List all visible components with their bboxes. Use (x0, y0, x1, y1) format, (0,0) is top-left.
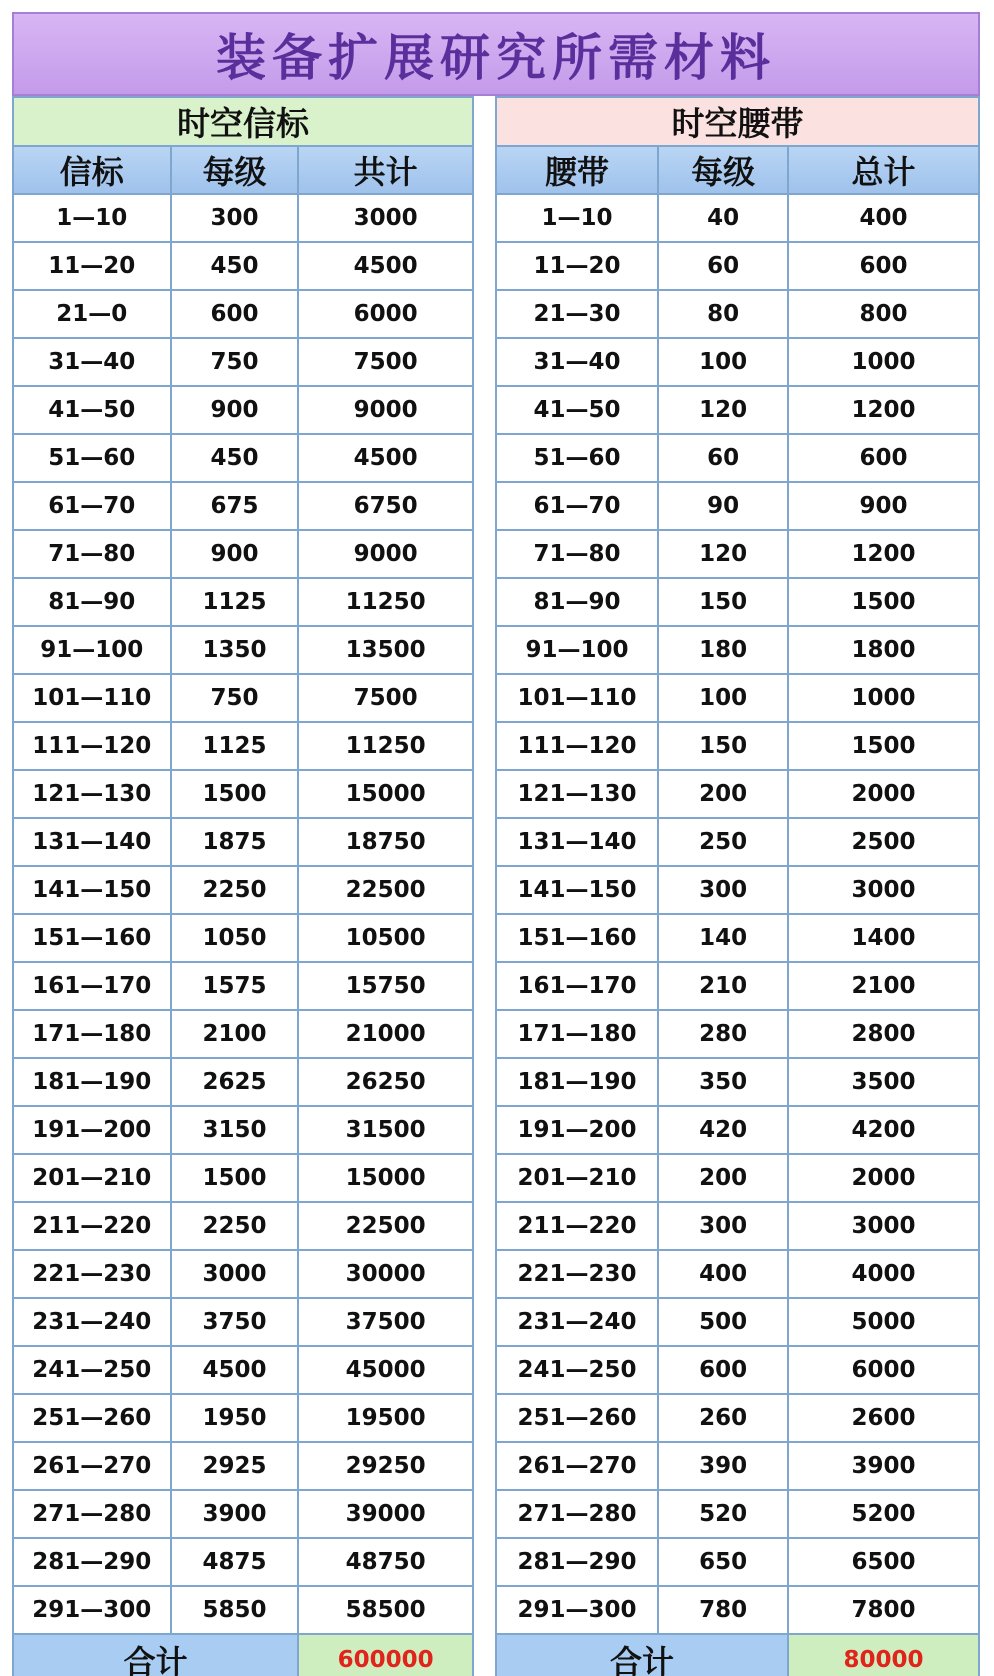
subtotal-cell: 600 (788, 242, 979, 290)
table-row (13, 1154, 473, 1202)
level-range-cell: 291—300 (496, 1586, 658, 1634)
per-level-cell: 1350 (171, 626, 299, 674)
per-level-cell: 2100 (171, 1010, 299, 1058)
subtotal-cell: 45000 (298, 1346, 473, 1394)
subtotal-cell: 7500 (298, 338, 473, 386)
per-level-cell: 650 (658, 1538, 788, 1586)
subtotal-cell: 9000 (298, 386, 473, 434)
column-header-per-level: 每级 (658, 146, 788, 194)
per-level-cell: 4875 (171, 1538, 299, 1586)
table-row (496, 1538, 979, 1586)
table-row (496, 722, 979, 770)
table-row (496, 1106, 979, 1154)
total-row (13, 1634, 473, 1676)
per-level-cell: 2925 (171, 1442, 299, 1490)
per-level-cell: 120 (658, 386, 788, 434)
per-level-cell: 1050 (171, 914, 299, 962)
per-level-cell: 400 (658, 1250, 788, 1298)
per-level-cell: 3000 (171, 1250, 299, 1298)
subtotal-cell: 26250 (298, 1058, 473, 1106)
beacon-section-title: 时空信标 (13, 97, 473, 146)
per-level-cell: 600 (658, 1346, 788, 1394)
level-range-cell: 121—130 (13, 770, 171, 818)
level-range-cell: 91—100 (496, 626, 658, 674)
level-range-cell: 241—250 (13, 1346, 171, 1394)
table-row (13, 1442, 473, 1490)
subtotal-cell: 29250 (298, 1442, 473, 1490)
per-level-cell: 300 (658, 866, 788, 914)
level-range-cell: 291—300 (13, 1586, 171, 1634)
level-range-cell: 151—160 (496, 914, 658, 962)
subtotal-cell: 11250 (298, 722, 473, 770)
table-row (13, 1586, 473, 1634)
table-row (496, 1298, 979, 1346)
per-level-cell: 250 (658, 818, 788, 866)
subtotal-cell: 6000 (788, 1346, 979, 1394)
per-level-cell: 600 (171, 290, 299, 338)
table-row (496, 338, 979, 386)
per-level-cell: 500 (658, 1298, 788, 1346)
level-range-cell: 221—230 (13, 1250, 171, 1298)
level-range-cell: 121—130 (496, 770, 658, 818)
subtotal-cell: 22500 (298, 1202, 473, 1250)
per-level-cell: 675 (171, 482, 299, 530)
per-level-cell: 300 (658, 1202, 788, 1250)
table-row (496, 578, 979, 626)
page-title: 装备扩展研究所需材料 (216, 28, 776, 87)
level-range-cell: 201—210 (496, 1154, 658, 1202)
level-range-cell: 211—220 (13, 1202, 171, 1250)
subtotal-cell: 9000 (298, 530, 473, 578)
subtotal-cell: 3900 (788, 1442, 979, 1490)
table-row (13, 1250, 473, 1298)
level-range-cell: 81—90 (496, 578, 658, 626)
subtotal-cell: 30000 (298, 1250, 473, 1298)
subtotal-cell: 3000 (298, 194, 473, 242)
level-range-cell: 251—260 (496, 1394, 658, 1442)
level-range-cell: 61—70 (496, 482, 658, 530)
subtotal-cell: 6000 (298, 290, 473, 338)
per-level-cell: 3150 (171, 1106, 299, 1154)
table-row (13, 914, 473, 962)
per-level-cell: 150 (658, 578, 788, 626)
table-row (13, 194, 473, 242)
per-level-cell: 100 (658, 338, 788, 386)
subtotal-cell: 2500 (788, 818, 979, 866)
per-level-cell: 1575 (171, 962, 299, 1010)
subtotal-cell: 15000 (298, 1154, 473, 1202)
per-level-cell: 450 (171, 242, 299, 290)
level-range-cell: 251—260 (13, 1394, 171, 1442)
level-range-cell: 31—40 (13, 338, 171, 386)
table-row (13, 770, 473, 818)
subtotal-cell: 31500 (298, 1106, 473, 1154)
level-range-cell: 1—10 (13, 194, 171, 242)
table-row (13, 242, 473, 290)
level-range-cell: 261—270 (13, 1442, 171, 1490)
per-level-cell: 90 (658, 482, 788, 530)
per-level-cell: 5850 (171, 1586, 299, 1634)
table-row (496, 1586, 979, 1634)
per-level-cell: 780 (658, 1586, 788, 1634)
table-row (13, 1298, 473, 1346)
belt-section-title: 时空腰带 (496, 97, 979, 146)
table-row (496, 242, 979, 290)
per-level-cell: 180 (658, 626, 788, 674)
table-row (496, 1202, 979, 1250)
table-row (496, 290, 979, 338)
level-range-cell: 31—40 (496, 338, 658, 386)
level-range-cell: 231—240 (13, 1298, 171, 1346)
table-row (496, 914, 979, 962)
level-range-cell: 141—150 (496, 866, 658, 914)
per-level-cell: 210 (658, 962, 788, 1010)
per-level-cell: 2250 (171, 866, 299, 914)
table-row (13, 338, 473, 386)
table-row (496, 626, 979, 674)
subtotal-cell: 900 (788, 482, 979, 530)
per-level-cell: 900 (171, 386, 299, 434)
per-level-cell: 520 (658, 1490, 788, 1538)
level-range-cell: 1—10 (496, 194, 658, 242)
column-header-level: 腰带 (496, 146, 658, 194)
per-level-cell: 450 (171, 434, 299, 482)
level-range-cell: 101—110 (13, 674, 171, 722)
table-row (13, 1202, 473, 1250)
per-level-cell: 40 (658, 194, 788, 242)
per-level-cell: 1875 (171, 818, 299, 866)
table-row (13, 386, 473, 434)
subtotal-cell: 5000 (788, 1298, 979, 1346)
per-level-cell: 2625 (171, 1058, 299, 1106)
subtotal-cell: 1200 (788, 386, 979, 434)
table-row (496, 770, 979, 818)
belt-table (495, 96, 980, 1676)
level-range-cell: 201—210 (13, 1154, 171, 1202)
table-row (13, 722, 473, 770)
subtotal-cell: 4500 (298, 434, 473, 482)
subtotal-cell: 2100 (788, 962, 979, 1010)
level-range-cell: 221—230 (496, 1250, 658, 1298)
level-range-cell: 261—270 (496, 1442, 658, 1490)
total-row (496, 1634, 979, 1676)
table-row (13, 1394, 473, 1442)
subtotal-cell: 1400 (788, 914, 979, 962)
per-level-cell: 3750 (171, 1298, 299, 1346)
subtotal-cell: 3000 (788, 866, 979, 914)
per-level-cell: 260 (658, 1394, 788, 1442)
subtotal-cell: 1500 (788, 578, 979, 626)
subtotal-cell: 4500 (298, 242, 473, 290)
column-header-per-level: 每级 (171, 146, 299, 194)
subtotal-cell: 6750 (298, 482, 473, 530)
subtotal-cell: 37500 (298, 1298, 473, 1346)
subtotal-cell: 1000 (788, 674, 979, 722)
subtotal-cell: 2600 (788, 1394, 979, 1442)
per-level-cell: 100 (658, 674, 788, 722)
table-row (496, 1490, 979, 1538)
subtotal-cell: 48750 (298, 1538, 473, 1586)
subtotal-cell: 1000 (788, 338, 979, 386)
per-level-cell: 390 (658, 1442, 788, 1490)
table-row (13, 578, 473, 626)
level-range-cell: 241—250 (496, 1346, 658, 1394)
table-row (13, 530, 473, 578)
total-label: 合计 (13, 1634, 298, 1676)
subtotal-cell: 7500 (298, 674, 473, 722)
per-level-cell: 140 (658, 914, 788, 962)
per-level-cell: 280 (658, 1010, 788, 1058)
table-row (13, 1106, 473, 1154)
table-row (13, 1346, 473, 1394)
subtotal-cell: 13500 (298, 626, 473, 674)
level-range-cell: 11—20 (496, 242, 658, 290)
column-header-level: 信标 (13, 146, 171, 194)
level-range-cell: 211—220 (496, 1202, 658, 1250)
level-range-cell: 141—150 (13, 866, 171, 914)
level-range-cell: 191—200 (496, 1106, 658, 1154)
level-range-cell: 11—20 (13, 242, 171, 290)
per-level-cell: 3900 (171, 1490, 299, 1538)
per-level-cell: 200 (658, 1154, 788, 1202)
table-row (496, 482, 979, 530)
table-row (13, 626, 473, 674)
per-level-cell: 1125 (171, 722, 299, 770)
subtotal-cell: 600 (788, 434, 979, 482)
level-range-cell: 41—50 (13, 386, 171, 434)
subtotal-cell: 18750 (298, 818, 473, 866)
level-range-cell: 181—190 (496, 1058, 658, 1106)
table-row (496, 674, 979, 722)
level-range-cell: 171—180 (496, 1010, 658, 1058)
level-range-cell: 161—170 (496, 962, 658, 1010)
subtotal-cell: 3000 (788, 1202, 979, 1250)
level-range-cell: 51—60 (13, 434, 171, 482)
table-row (496, 866, 979, 914)
table-row (13, 434, 473, 482)
level-range-cell: 181—190 (13, 1058, 171, 1106)
level-range-cell: 271—280 (496, 1490, 658, 1538)
table-row (496, 386, 979, 434)
subtotal-cell: 7800 (788, 1586, 979, 1634)
level-range-cell: 191—200 (13, 1106, 171, 1154)
level-range-cell: 71—80 (496, 530, 658, 578)
subtotal-cell: 1800 (788, 626, 979, 674)
per-level-cell: 750 (171, 338, 299, 386)
level-range-cell: 131—140 (496, 818, 658, 866)
subtotal-cell: 400 (788, 194, 979, 242)
level-range-cell: 151—160 (13, 914, 171, 962)
level-range-cell: 231—240 (496, 1298, 658, 1346)
table-row (496, 1442, 979, 1490)
per-level-cell: 750 (171, 674, 299, 722)
total-value: 80000 (788, 1634, 979, 1676)
table-row (496, 962, 979, 1010)
subtotal-cell: 1500 (788, 722, 979, 770)
per-level-cell: 60 (658, 434, 788, 482)
level-range-cell: 81—90 (13, 578, 171, 626)
table-row (496, 194, 979, 242)
table-row (496, 530, 979, 578)
subtotal-cell: 11250 (298, 578, 473, 626)
level-range-cell: 21—30 (496, 290, 658, 338)
level-range-cell: 281—290 (13, 1538, 171, 1586)
subtotal-cell: 800 (788, 290, 979, 338)
level-range-cell: 71—80 (13, 530, 171, 578)
subtotal-cell: 15000 (298, 770, 473, 818)
per-level-cell: 900 (171, 530, 299, 578)
table-row (496, 1346, 979, 1394)
level-range-cell: 281—290 (496, 1538, 658, 1586)
column-header-total: 共计 (298, 146, 473, 194)
table-row (13, 482, 473, 530)
per-level-cell: 420 (658, 1106, 788, 1154)
table-row (496, 1250, 979, 1298)
level-range-cell: 61—70 (13, 482, 171, 530)
subtotal-cell: 2000 (788, 770, 979, 818)
per-level-cell: 80 (658, 290, 788, 338)
level-range-cell: 41—50 (496, 386, 658, 434)
table-row (13, 866, 473, 914)
table-row (13, 1058, 473, 1106)
subtotal-cell: 2000 (788, 1154, 979, 1202)
subtotal-cell: 19500 (298, 1394, 473, 1442)
subtotal-cell: 39000 (298, 1490, 473, 1538)
table-row (13, 674, 473, 722)
per-level-cell: 350 (658, 1058, 788, 1106)
per-level-cell: 60 (658, 242, 788, 290)
subtotal-cell: 58500 (298, 1586, 473, 1634)
level-range-cell: 91—100 (13, 626, 171, 674)
table-row (496, 1010, 979, 1058)
table-row (496, 434, 979, 482)
table-row (13, 1538, 473, 1586)
level-range-cell: 51—60 (496, 434, 658, 482)
subtotal-cell: 15750 (298, 962, 473, 1010)
subtotal-cell: 6500 (788, 1538, 979, 1586)
table-row (13, 818, 473, 866)
per-level-cell: 1500 (171, 1154, 299, 1202)
table-row (13, 962, 473, 1010)
subtotal-cell: 5200 (788, 1490, 979, 1538)
subtotal-cell: 4000 (788, 1250, 979, 1298)
level-range-cell: 21—0 (13, 290, 171, 338)
level-range-cell: 111—120 (13, 722, 171, 770)
per-level-cell: 1950 (171, 1394, 299, 1442)
per-level-cell: 120 (658, 530, 788, 578)
level-range-cell: 271—280 (13, 1490, 171, 1538)
table-row (496, 1058, 979, 1106)
table-row (13, 1010, 473, 1058)
per-level-cell: 2250 (171, 1202, 299, 1250)
table-row (13, 290, 473, 338)
level-range-cell: 111—120 (496, 722, 658, 770)
per-level-cell: 150 (658, 722, 788, 770)
subtotal-cell: 21000 (298, 1010, 473, 1058)
column-header-total: 总计 (788, 146, 979, 194)
table-row (496, 1154, 979, 1202)
level-range-cell: 101—110 (496, 674, 658, 722)
subtotal-cell: 1200 (788, 530, 979, 578)
level-range-cell: 161—170 (13, 962, 171, 1010)
level-range-cell: 131—140 (13, 818, 171, 866)
title-banner (12, 12, 980, 96)
per-level-cell: 1125 (171, 578, 299, 626)
table-row (496, 818, 979, 866)
per-level-cell: 4500 (171, 1346, 299, 1394)
beacon-table (12, 96, 474, 1676)
per-level-cell: 1500 (171, 770, 299, 818)
level-range-cell: 171—180 (13, 1010, 171, 1058)
total-label: 合计 (496, 1634, 788, 1676)
total-value: 600000 (298, 1634, 473, 1676)
per-level-cell: 300 (171, 194, 299, 242)
subtotal-cell: 2800 (788, 1010, 979, 1058)
table-row (13, 1490, 473, 1538)
per-level-cell: 200 (658, 770, 788, 818)
subtotal-cell: 22500 (298, 866, 473, 914)
subtotal-cell: 10500 (298, 914, 473, 962)
subtotal-cell: 4200 (788, 1106, 979, 1154)
table-row (496, 1394, 979, 1442)
subtotal-cell: 3500 (788, 1058, 979, 1106)
